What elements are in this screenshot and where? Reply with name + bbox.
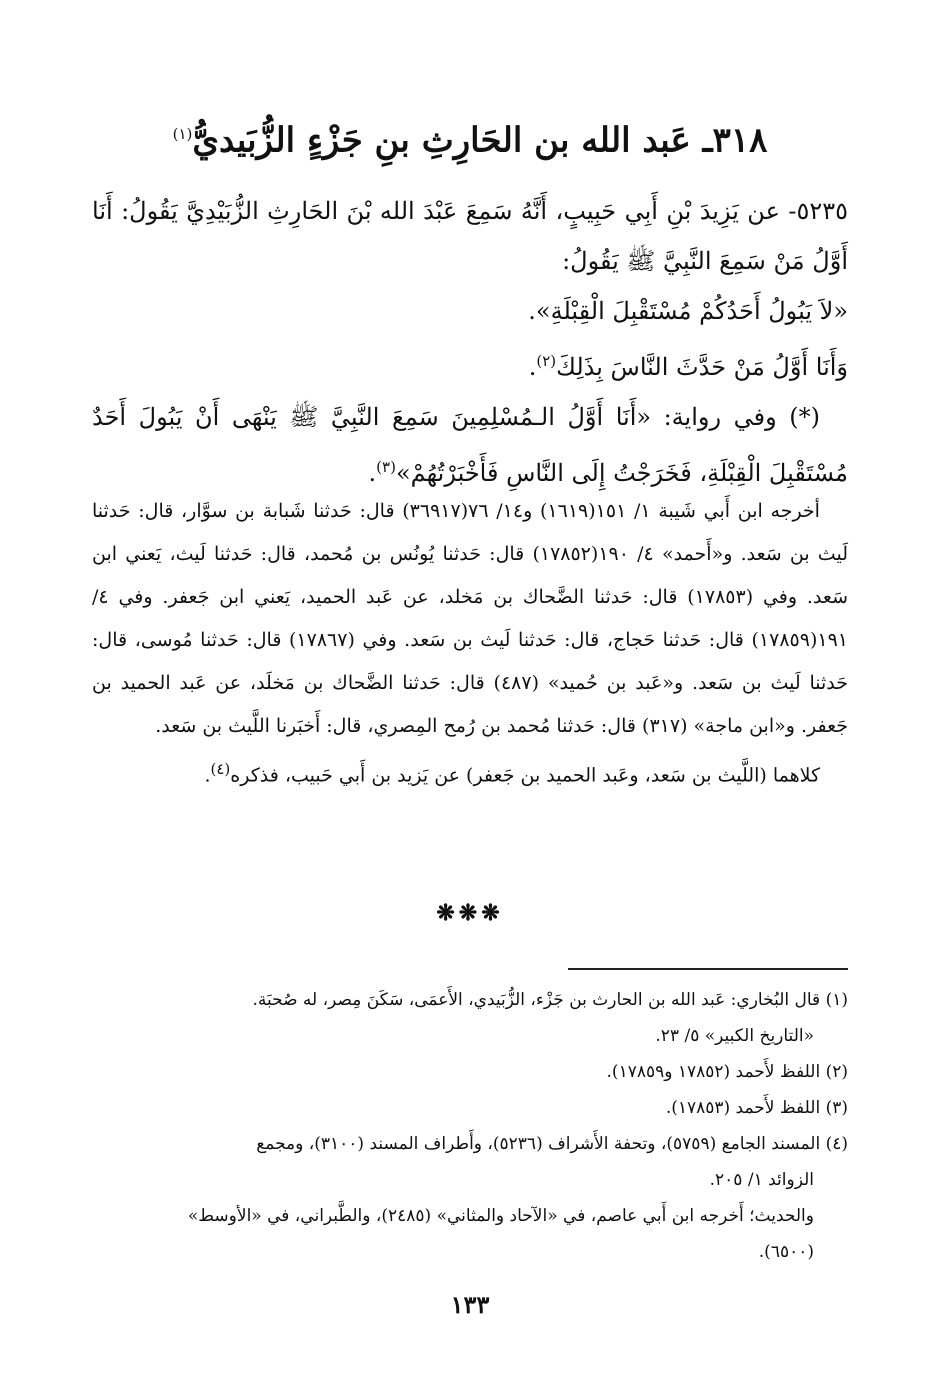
footnotes <box>92 982 848 1270</box>
footnote-4-continuation: الزوائد ١/ ٢٠٥. <box>709 1170 814 1190</box>
footnote-4: (٤) المسند الجامع (٥٧٥٩)، وتحفة الأَشراف (٥٢٣٦)، وأَطراف المسند (٣١٠٠)، ومجمع <box>256 1134 848 1154</box>
footnote-divider <box>568 968 848 970</box>
chapter-title-text: ٣١٨ـ عَبد الله بن الحَارِثِ بنِ جَزْءٍ الزُّبَيديُّ <box>192 120 768 161</box>
hadith-closing: وَأَنَا أَوَّلُ مَنْ حَدَّثَ النَّاسَ بِذَلِكَ$^{(٢)}$. <box>528 352 848 381</box>
chapter-title <box>110 106 830 168</box>
hadith-opening: ٥٢٣٥- عن يَزِيدَ بْنِ أَبِي حَبِيبٍ، أَنَّهُ سَمِعَ عَبْدَ الله بْنَ الحَارِثِ الزُّبَيْدِيَّ يَقُولُ: أَنَا أَوَّلُ مَنْ سَمِعَ النَّبِيَّ ﷺ يَقُولُ: <box>92 197 848 275</box>
footnote-5-continuation: (٦٥٠٠). <box>758 1242 814 1262</box>
hadith-riwaya: (*) وفي رواية: «أَنَا أَوَّلُ الـمُسْلِمِينَ سَمِعَ النَّبِيَّ ﷺ يَنْهَى أَنْ يَبُولَ أَحَدٌ مُسْتَقْبِلَ الْقِبْلَةِ، فَخَرَجْتُ إِلَى النَّاسِ فَأَخْبَرْتُهُمْ»$^{(٣)}$. <box>92 403 848 487</box>
footnote-3: (٣) اللفظ لأَحمد (١٧٨٥٣). <box>665 1098 848 1118</box>
takhrij-section <box>92 490 848 797</box>
hadith-closing-text: وَأَنَا أَوَّلُ مَنْ حَدَّثَ النَّاسَ بِذَلِكَ <box>556 353 848 381</box>
page-number: ١٣٣ <box>450 1290 490 1319</box>
takhrij-summary: كلاهما (اللَّيث بن سَعد، وعَبد الحميد بن جَعفر) عن يَزيد بن أَبي حَبيب، فذكره$^{(٤)}$. <box>204 760 820 787</box>
footnote-1-continuation: «التاريخ الكبير» ٥/ ٢٣. <box>655 1026 814 1046</box>
hadith-quote: «لاَ يَبُولُ أَحَدُكُمْ مُسْتَقْبِلَ الْقِبْلَةِ». <box>528 297 848 325</box>
hadith-text <box>92 186 848 498</box>
footnote-marker: (١) <box>172 125 193 143</box>
footnote-2: (٢) اللفظ لأَحمد (١٧٨٥٢ و١٧٨٥٩). <box>606 1062 848 1082</box>
takhrij-summary-text: كلاهما (اللَّيث بن سَعد، وعَبد الحميد بن جَعفر) عن يَزيد بن أَبي حَبيب، فذكره <box>230 764 820 787</box>
takhrij-paragraph: أخرجه ابن أَبي شَيبة ١/ ١٥١(١٦١٩) و١٤/ ٧٦(٣٦٩١٧) قال: حَدثنا شَبابة بن سوَّار، قال: حَدثنا لَيث بن سَعد. و«أَحمد» ٤/ ١٩٠(١٧٨٥٢) قال: حَدثنا يُونُس بن مُحمد، قال: حَدثنا لَيث، يَعني ابن سَعد. وفي (١٧٨٥٣) قال: حَدثنا الضَّحاك بن مَخلد، عن عَبد الحميد، يَعني ابن جَعفر. وفي ٤/ ١٩١(١٧٨٥٩) قال: حَدثنا حَجاج، قال: حَدثنا لَيث بن سَعد. وفي (١٧٨٦٧) قال: حَدثنا مُوسى، قال: حَدثنا لَيث بن سَعد. و«عَبد بن حُميد» (٤٨٧) قال: حَدثنا الضَّحاك بن مَخلَد، عن عَبد الحميد بن جَعفر. و«ابن ماجة» (٣١٧) قال: حَدثنا مُحمد بن رُمح المِصري، قال: أَخبَرنا اللَّيث بن سَعد. <box>92 500 849 737</box>
section-separator: ❋❋❋ <box>436 900 504 926</box>
footnote-marker: (٤) <box>210 760 231 778</box>
hadith-riwaya-text: (*) وفي رواية: «أَنَا أَوَّلُ الـمُسْلِمِينَ سَمِعَ النَّبِيَّ ﷺ يَنْهَى أَنْ يَبُولَ أَحَدٌ مُسْتَقْبِلَ الْقِبْلَةِ، فَخَرَجْتُ إِلَى النَّاسِ فَأَخْبَرْتُهُمْ» <box>92 403 848 487</box>
footnote-marker: (٣) <box>376 458 396 476</box>
footnote-1: (١) قال البُخاري: عَبد الله بن الحارث بن جَزْء، الزُّبَيدي، الأَعمَى، سَكَنَ مِصر، له صُحبَة. <box>252 990 848 1010</box>
footnote-marker: (٢) <box>536 352 557 370</box>
footnote-5: والحديث؛ أَخرجه ابن أَبي عاصم، في «الآحاد والمثاني» (٢٤٨٥)، والطَّبراني، في «الأوسط» <box>187 1206 814 1226</box>
